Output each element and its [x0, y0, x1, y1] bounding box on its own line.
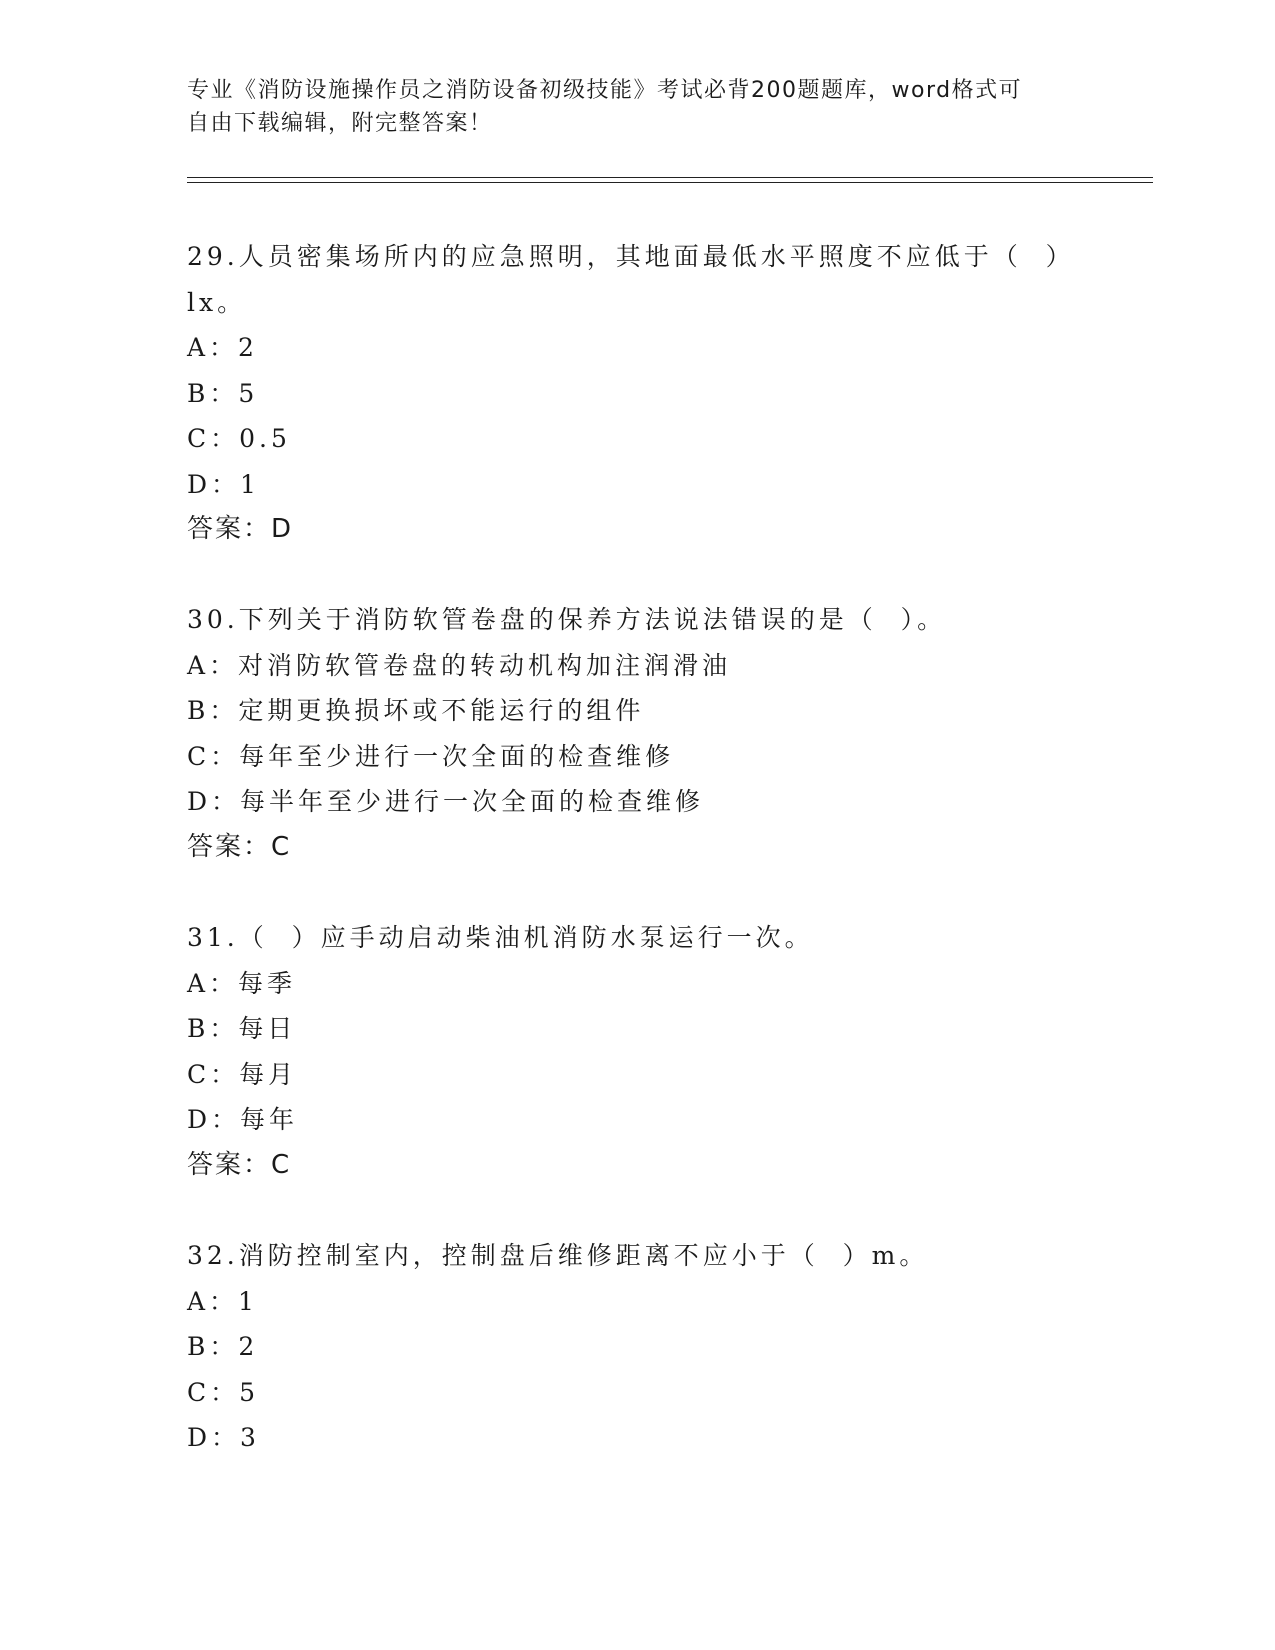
question-stem: 31.（ ）应手动启动柴油机消防水泵运行一次。: [187, 923, 814, 952]
header-line-1: 专业《消防设施操作员之消防设备初级技能》考试必背200题题库，word格式可: [187, 78, 1023, 103]
option-b: B：每日: [187, 1014, 297, 1043]
question-stem: 29.人员密集场所内的应急照明，其地面最低水平照度不应低于（ ）: [187, 242, 1075, 271]
option-b: B：5: [187, 378, 259, 408]
option-b: B：2: [187, 1332, 259, 1361]
question-stem: 30.下列关于消防软管卷盘的保养方法说法错误的是（ ）。: [187, 605, 947, 634]
option-c: C：5: [187, 1377, 260, 1407]
question-29: [187, 234, 1087, 553]
option-b: B：定期更换损坏或不能运行的组件: [187, 696, 645, 725]
option-d: D：1: [187, 469, 260, 499]
question-stem-continued: lx。: [187, 287, 247, 317]
header-line-2: 自由下载编辑，附完整答案！: [187, 111, 493, 136]
option-a: A：1: [187, 1286, 258, 1316]
question-stem: 32.消防控制室内，控制盘后维修距离不应小于（ ）m。: [187, 1241, 929, 1270]
answer-line: 答案：C: [187, 831, 292, 862]
option-d: D：每年: [187, 1105, 299, 1134]
header-divider-top: [187, 177, 1153, 178]
option-a: A：对消防软管卷盘的转动机构加注润滑油: [187, 650, 732, 680]
option-c: C：每月: [187, 1059, 298, 1089]
question-30: [187, 597, 1087, 870]
question-31: [187, 915, 1087, 1188]
option-c: C：0.5: [187, 424, 291, 453]
option-d: D：3: [187, 1423, 260, 1452]
answer-line: 答案：D: [187, 514, 294, 544]
document-header: [187, 74, 1067, 140]
option-a: A：2: [187, 333, 258, 362]
option-a: A：每季: [187, 968, 297, 998]
option-c: C：每年至少进行一次全面的检查维修: [187, 741, 675, 771]
answer-line: 答案：C: [187, 1149, 292, 1180]
header-divider-bottom: [187, 182, 1153, 183]
question-32: [187, 1233, 1087, 1461]
option-d: D：每半年至少进行一次全面的检查维修: [187, 787, 705, 816]
